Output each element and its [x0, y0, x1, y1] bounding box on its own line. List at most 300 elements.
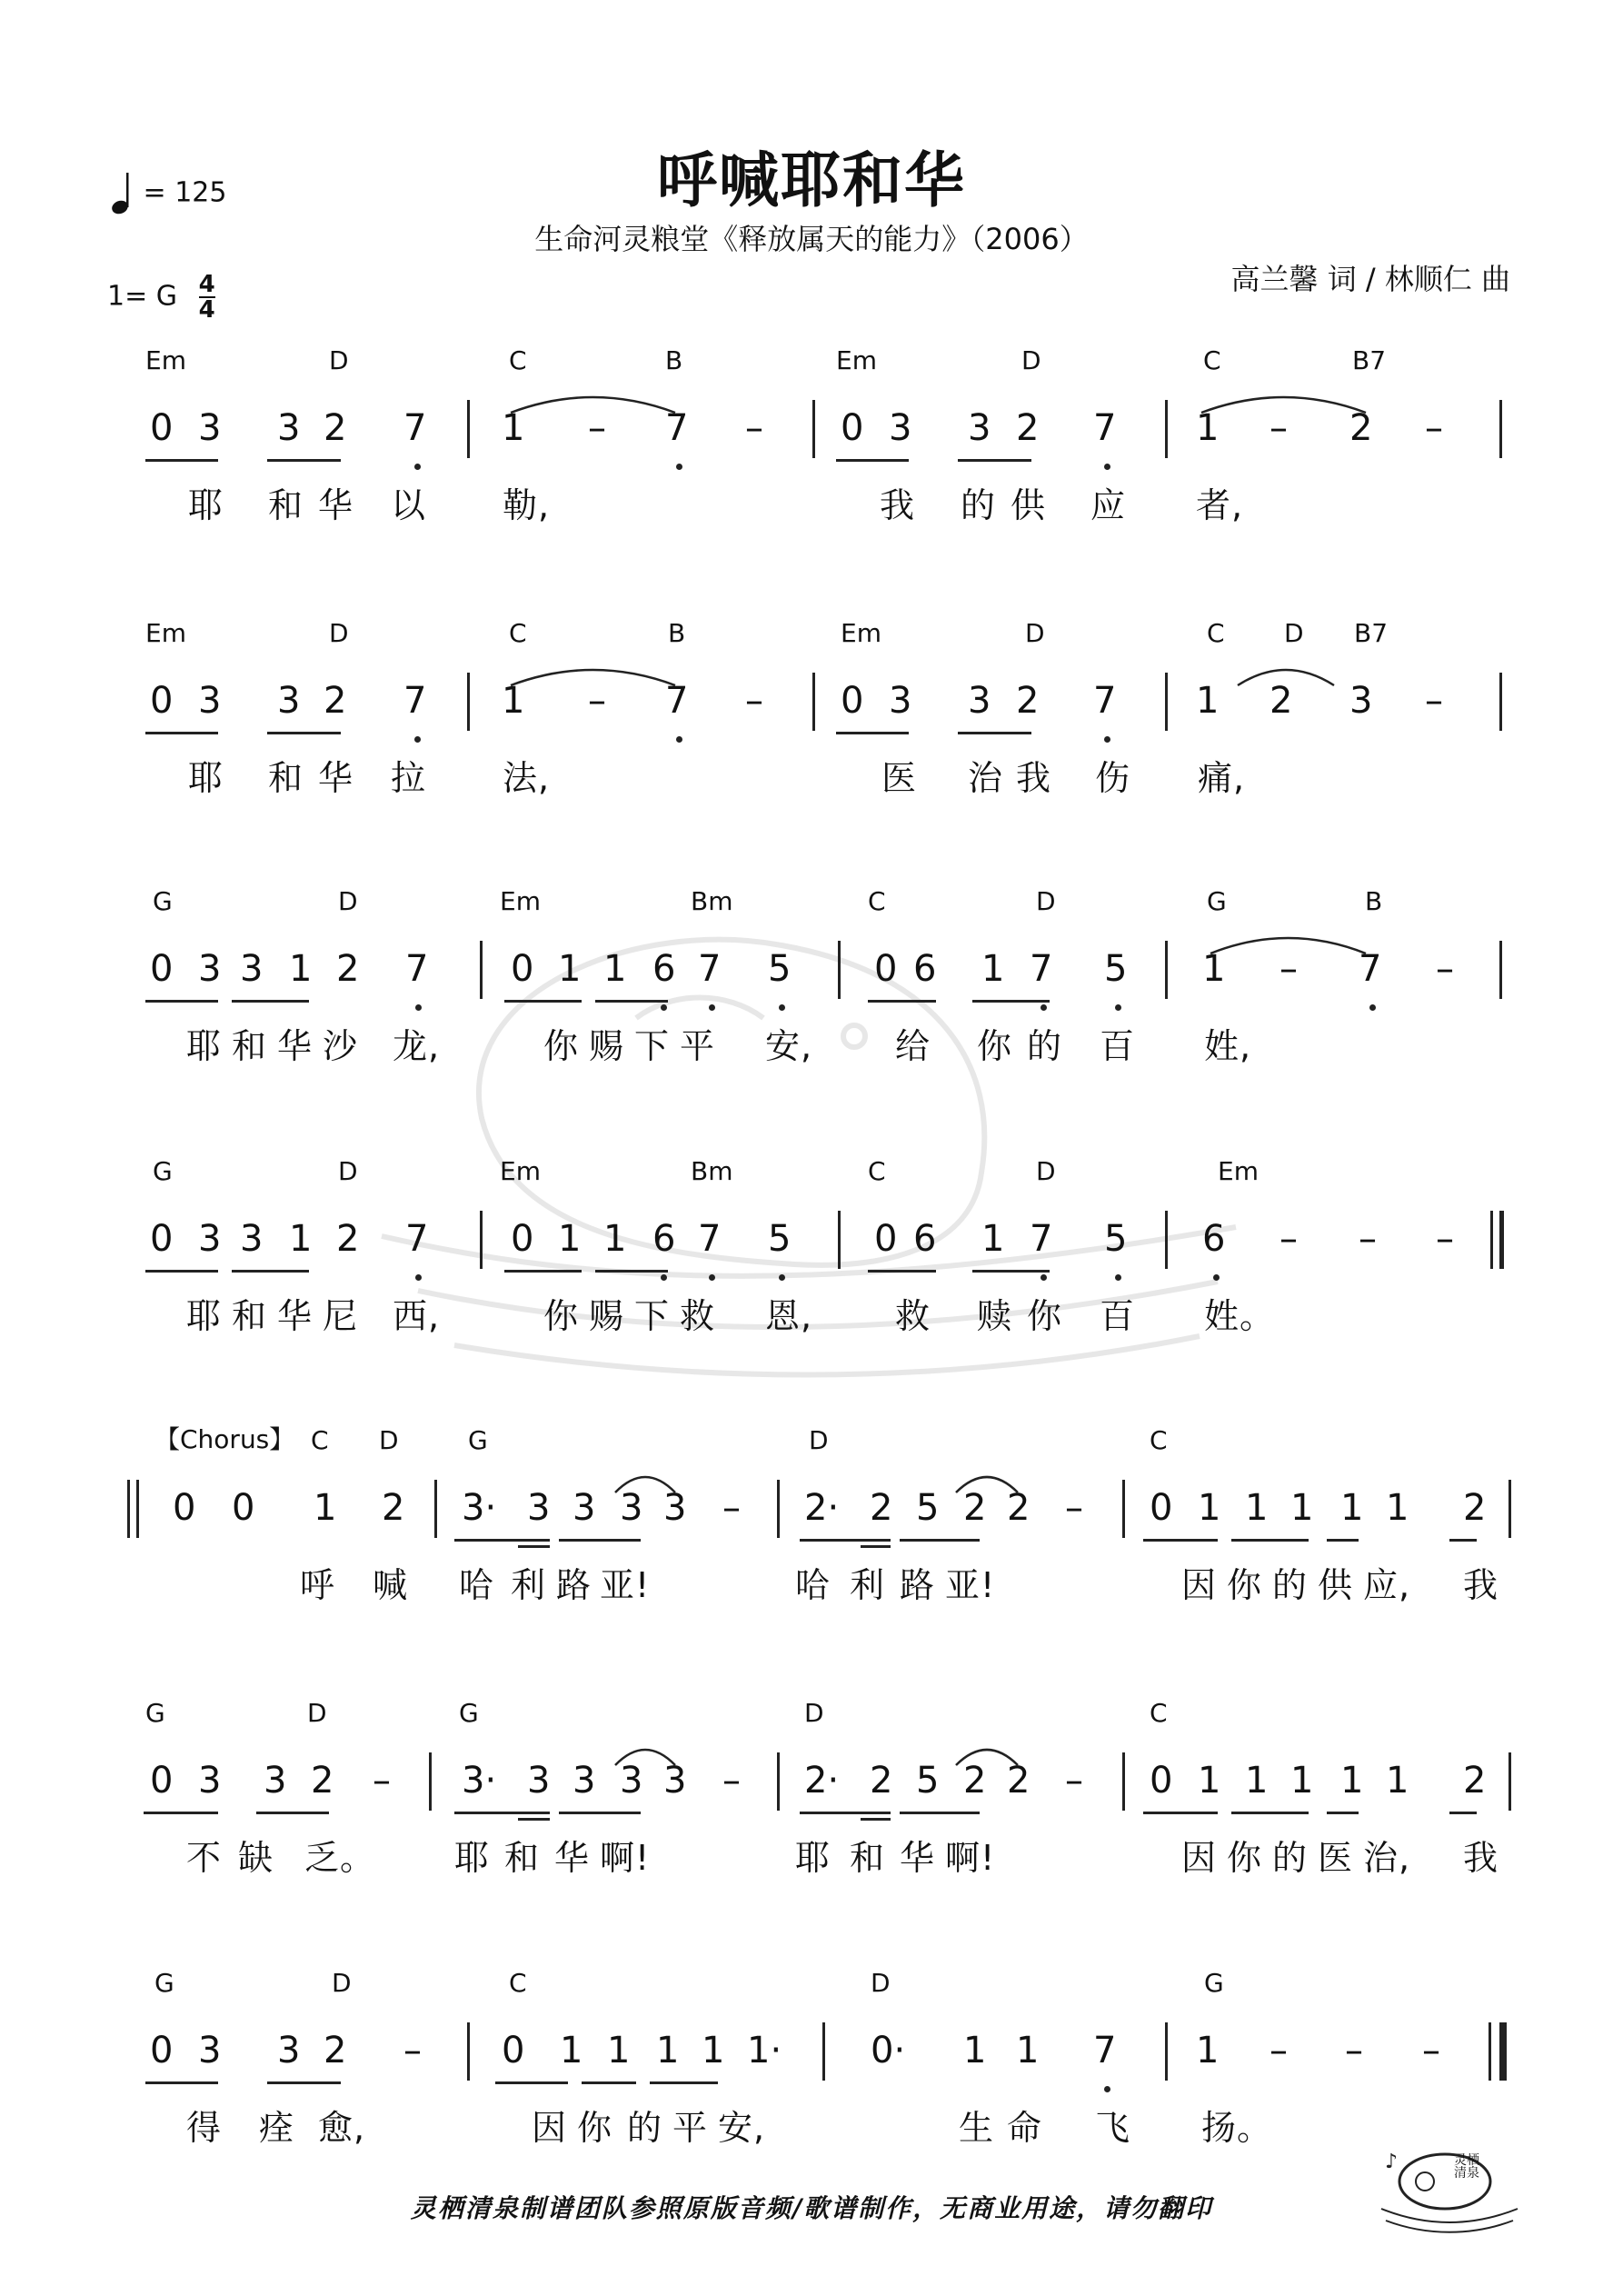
chord-symbol: Em: [1218, 1156, 1259, 1186]
lyric-syllable: 耶: [188, 758, 224, 798]
note: –: [1270, 407, 1288, 449]
beam-underline: [800, 1812, 891, 1814]
note: 5: [1104, 1218, 1128, 1260]
beam-underline: [145, 1270, 218, 1273]
chorus-label: 【Chorus】: [154, 1424, 295, 1454]
note: 0: [150, 407, 174, 449]
chord-symbol: Em: [145, 345, 186, 375]
beam-underline: [1143, 1812, 1218, 1814]
lyric-syllable: 路: [900, 1565, 936, 1605]
barline: [434, 1480, 437, 1538]
lyric-syllable: 我: [1016, 758, 1052, 798]
barline: [822, 2022, 825, 2081]
lyric-syllable: 的: [1027, 1026, 1063, 1066]
note: 1: [963, 2030, 987, 2071]
lyric-syllable: 救: [680, 1296, 716, 1336]
note: 1: [560, 2030, 583, 2071]
lyric-syllable: 西,: [393, 1296, 441, 1336]
octave-dot: [709, 1004, 715, 1011]
lyric-syllable: 安,: [718, 2108, 766, 2148]
note: 1: [289, 948, 313, 990]
octave-dot: [1115, 1004, 1121, 1011]
note: 3: [277, 2030, 301, 2071]
lyric-syllable: 百: [1100, 1026, 1136, 1066]
slur: [613, 1469, 677, 1496]
note: 0: [232, 1487, 255, 1529]
chord-symbol: G: [459, 1698, 479, 1728]
octave-dot: [779, 1004, 785, 1011]
lyric-syllable: 平: [680, 1026, 716, 1066]
note: 5: [916, 1760, 940, 1802]
chord-symbol: D: [1025, 618, 1045, 648]
chord-symbol: C: [509, 1968, 527, 1998]
octave-dot: [779, 1274, 785, 1281]
chord-symbol: G: [468, 1425, 488, 1455]
note: 1: [1290, 1487, 1314, 1529]
octave-dot: [676, 736, 682, 743]
lyric-syllable: 的: [961, 485, 997, 525]
note: 2: [336, 948, 360, 990]
lyric-syllable: 你: [1227, 1565, 1263, 1605]
lyric-syllable: 以: [391, 485, 427, 525]
lyric-syllable: 因: [532, 2108, 568, 2148]
note: 3: [573, 1760, 596, 1802]
barline: [1165, 400, 1168, 458]
note: 2: [311, 1760, 334, 1802]
barline: [467, 400, 470, 458]
note: 2·: [804, 1487, 840, 1529]
lyric-syllable: 耶: [186, 1026, 223, 1066]
chord-symbol: G: [1204, 1968, 1224, 1998]
note: 6: [1202, 1218, 1226, 1260]
note: 0: [150, 1760, 174, 1802]
note: 2: [382, 1487, 405, 1529]
song-source: 生命河灵粮堂《释放属天的能力》（2006）: [534, 222, 1089, 256]
note: 2: [324, 680, 347, 722]
lyric-syllable: 的: [1272, 1838, 1309, 1878]
note: 3: [198, 407, 222, 449]
note: 2: [1270, 680, 1293, 722]
slur: [613, 1742, 677, 1769]
lyric-syllable: 恩,: [765, 1296, 813, 1336]
key-label: 1= G: [107, 280, 178, 313]
note: 1: [502, 407, 525, 449]
chord-symbol: G: [153, 886, 173, 916]
beam-underline: [454, 1812, 550, 1814]
chord-symbol: Em: [841, 618, 881, 648]
lyric-syllable: 者,: [1196, 485, 1244, 525]
lyric-syllable: 呼: [300, 1565, 336, 1605]
slur: [1209, 930, 1368, 957]
lyric-syllable: 因: [1181, 1565, 1218, 1605]
note: 3: [264, 1760, 287, 1802]
chord-symbol: G: [154, 1968, 174, 1998]
note: 1: [981, 1218, 1005, 1260]
chord-symbol: B7: [1354, 618, 1389, 648]
chord-symbol: D: [379, 1425, 399, 1455]
lyric-syllable: 因: [1181, 1838, 1218, 1878]
note: 1: [1245, 1487, 1269, 1529]
lyric-syllable: 你: [1027, 1296, 1063, 1336]
lyric-syllable: 安,: [765, 1026, 813, 1066]
note: 1: [1198, 1487, 1221, 1529]
note: 3: [968, 407, 991, 449]
chord-symbol: C: [509, 345, 527, 375]
barline: [1508, 1752, 1511, 1811]
note: 7: [665, 680, 689, 722]
note: 0: [874, 1218, 898, 1260]
note: 1: [1196, 2030, 1220, 2071]
note: 6: [913, 1218, 937, 1260]
note: 1·: [747, 2030, 782, 2071]
lyric-syllable: 医: [1318, 1838, 1354, 1878]
lyric-syllable: 供: [1011, 485, 1047, 525]
note: –: [588, 407, 606, 449]
chord-symbol: D: [804, 1698, 824, 1728]
barline: [467, 2022, 470, 2081]
octave-dot: [709, 1274, 715, 1281]
double-barline: [136, 1480, 139, 1538]
note: 6: [652, 948, 676, 990]
note: 1: [607, 2030, 631, 2071]
note: 2: [324, 2030, 347, 2071]
note: 5: [916, 1487, 940, 1529]
beam-underline: [559, 1812, 641, 1814]
note: –: [745, 680, 763, 722]
note: 1: [603, 948, 627, 990]
lyric-syllable: 命: [1007, 2108, 1043, 2148]
slur: [509, 389, 677, 416]
barline: [1499, 400, 1502, 458]
lyric-syllable: 和: [232, 1296, 268, 1336]
song-title: 呼喊耶和华: [657, 145, 966, 215]
slur: [509, 662, 677, 689]
note: 2: [963, 1487, 987, 1529]
octave-dot: [1104, 736, 1110, 743]
note: 2·: [804, 1760, 840, 1802]
beam-underline: [595, 1270, 668, 1273]
lyric-syllable: 拉: [391, 758, 427, 798]
note: 3: [889, 407, 912, 449]
beam-underline: [1231, 1812, 1309, 1814]
note: 1: [1340, 1760, 1364, 1802]
barline: [1165, 673, 1168, 731]
final-barline: [1499, 2022, 1507, 2081]
note: 1: [314, 1487, 337, 1529]
barline: [1508, 1480, 1511, 1538]
chord-symbol: D: [338, 886, 358, 916]
lyric-syllable: 缺: [238, 1838, 274, 1878]
chord-symbol: G: [145, 1698, 165, 1728]
note: –: [373, 1760, 391, 1802]
beam-underline: [518, 1818, 550, 1821]
chord-symbol: D: [1021, 345, 1041, 375]
lyric-syllable: 飞: [1095, 2108, 1131, 2148]
barline: [429, 1752, 432, 1811]
lyric-syllable: 我: [1463, 1838, 1499, 1878]
note: –: [1065, 1760, 1083, 1802]
lyric-syllable: 你: [977, 1026, 1013, 1066]
note: 0: [511, 1218, 534, 1260]
beam-underline: [495, 2081, 568, 2084]
lyric-syllable: 得: [186, 2108, 223, 2148]
note: –: [1345, 2030, 1363, 2071]
lyric-syllable: 华: [277, 1296, 314, 1336]
lyric-syllable: 医: [881, 758, 918, 798]
beam-underline: [1143, 1539, 1218, 1542]
chord-symbol: D: [1036, 886, 1056, 916]
lyric-syllable: 利: [850, 1565, 886, 1605]
barline: [1165, 1211, 1168, 1269]
lyric-syllable: 哈: [795, 1565, 831, 1605]
note: 1: [558, 1218, 582, 1260]
octave-dot: [1115, 1274, 1121, 1281]
copyright-footer: 灵栖清泉制谱团队参照原版音频/歌谱制作，无商业用途，请勿翻印: [410, 2193, 1213, 2223]
barline: [812, 673, 815, 731]
note: 3: [198, 680, 222, 722]
lyric-syllable: 啊!: [945, 1838, 996, 1878]
beam-underline: [1449, 1812, 1477, 1814]
chord-symbol: D: [1284, 618, 1304, 648]
octave-dot: [414, 736, 421, 743]
note: 3: [663, 1487, 687, 1529]
note: 0: [150, 948, 174, 990]
lyric-syllable: 利: [511, 1565, 547, 1605]
note: 2: [1016, 407, 1040, 449]
note: 1: [1245, 1760, 1269, 1802]
note: 0: [1150, 1487, 1173, 1529]
note: 0·: [871, 2030, 906, 2071]
note: –: [1436, 948, 1454, 990]
note: 1: [1196, 407, 1220, 449]
beam-underline: [900, 1812, 980, 1814]
beam-underline: [559, 1539, 641, 1542]
beam-underline: [267, 459, 341, 462]
note: 1: [502, 680, 525, 722]
lyric-syllable: 你: [543, 1296, 580, 1336]
note: 3: [527, 1760, 551, 1802]
key-signature: [107, 273, 215, 322]
lyric-syllable: 我: [1463, 1565, 1499, 1605]
chord-symbol: D: [338, 1156, 358, 1186]
lyric-syllable: 应: [1090, 485, 1127, 525]
lyric-syllable: 和: [268, 758, 304, 798]
lyric-syllable: 你: [1227, 1838, 1263, 1878]
lyric-syllable: 你: [577, 2108, 613, 2148]
lyric-syllable: 华: [277, 1026, 314, 1066]
slur: [954, 1469, 1020, 1496]
lyric-syllable: 赐: [589, 1296, 625, 1336]
beam-underline: [145, 459, 218, 462]
chord-symbol: C: [868, 1156, 886, 1186]
note: 0: [150, 1218, 174, 1260]
beam-underline: [1449, 1539, 1477, 1542]
beam-underline: [232, 1270, 309, 1273]
barline: [1122, 1480, 1125, 1538]
note: 3: [198, 1218, 222, 1260]
note: 2: [1349, 407, 1373, 449]
octave-dot: [414, 464, 421, 470]
chord-symbol: B7: [1352, 345, 1387, 375]
note: –: [1270, 2030, 1288, 2071]
lyric-syllable: 耶: [188, 485, 224, 525]
chord-symbol: D: [329, 618, 349, 648]
lyric-syllable: 的: [1272, 1565, 1309, 1605]
chord-symbol: B: [668, 618, 686, 648]
note: 0: [511, 948, 534, 990]
lyric-syllable: 龙,: [393, 1026, 441, 1066]
note: 0: [173, 1487, 196, 1529]
lyric-syllable: 姓。: [1204, 1296, 1276, 1336]
lyric-syllable: 的: [627, 2108, 663, 2148]
note: 5: [1104, 948, 1128, 990]
chord-symbol: Bm: [691, 1156, 733, 1186]
note: –: [722, 1487, 741, 1529]
note: 7: [405, 948, 429, 990]
lyric-syllable: 生: [959, 2108, 995, 2148]
note: 3: [889, 680, 912, 722]
note: 6: [913, 948, 937, 990]
note: –: [722, 1760, 741, 1802]
lyric-syllable: 喊: [373, 1565, 409, 1605]
note: 2: [1007, 1487, 1031, 1529]
note: 2: [870, 1487, 893, 1529]
beam-underline: [145, 1000, 218, 1003]
note: –: [588, 680, 606, 722]
note: 1: [1386, 1760, 1409, 1802]
chord-symbol: D: [871, 1968, 891, 1998]
note: 1: [1290, 1760, 1314, 1802]
tempo-marking: [111, 171, 226, 216]
note: 7: [1030, 1218, 1053, 1260]
lyric-syllable: 耶: [795, 1838, 831, 1878]
note: –: [1359, 1218, 1377, 1260]
octave-dot: [1041, 1274, 1047, 1281]
beam-underline: [800, 1539, 891, 1542]
beam-underline: [518, 1545, 550, 1548]
time-sig-top: 4: [198, 271, 215, 298]
lyric-syllable: 你: [543, 1026, 580, 1066]
barline: [1499, 673, 1502, 731]
chord-symbol: C: [868, 886, 886, 916]
note: 0: [841, 680, 864, 722]
note: 3·: [462, 1487, 497, 1529]
note: 7: [1030, 948, 1053, 990]
lingqi-logo-icon: [1372, 2141, 1527, 2241]
lyric-syllable: 救: [895, 1296, 931, 1336]
lyric-syllable: 赎: [977, 1296, 1013, 1336]
beam-underline: [861, 1545, 891, 1548]
note: –: [1425, 407, 1443, 449]
lyric-syllable: 路: [556, 1565, 592, 1605]
logo-text: 灵栖清泉: [1454, 2153, 1479, 2181]
barline: [812, 400, 815, 458]
note: 3: [1349, 680, 1373, 722]
credits: 高兰馨 词 / 林顺仁 曲: [1230, 262, 1510, 296]
beam-underline: [145, 2081, 218, 2084]
beam-underline: [1327, 1539, 1359, 1542]
lyric-syllable: 和: [268, 485, 304, 525]
note: –: [745, 407, 763, 449]
beam-underline: [900, 1539, 980, 1542]
note: 3: [663, 1760, 687, 1802]
beam-underline: [1231, 1539, 1309, 1542]
beam-underline: [836, 459, 909, 462]
double-barline: [1490, 1211, 1493, 1269]
octave-dot: [1041, 1004, 1047, 1011]
octave-dot: [676, 464, 682, 470]
lyric-syllable: 华: [318, 758, 354, 798]
lyric-syllable: 扬。: [1201, 2108, 1273, 2148]
note: 7: [698, 1218, 722, 1260]
quarter-note-icon: [111, 171, 134, 216]
barline: [480, 941, 483, 999]
octave-dot: [661, 1004, 667, 1011]
barline: [1499, 941, 1502, 999]
note: 0: [150, 680, 174, 722]
note: 1: [603, 1218, 627, 1260]
lyric-syllable: 乏。: [304, 1838, 376, 1878]
octave-dot: [1213, 1274, 1220, 1281]
note: 0: [150, 2030, 174, 2071]
note: 2: [870, 1760, 893, 1802]
note: 1: [289, 1218, 313, 1260]
chord-symbol: D: [329, 345, 349, 375]
note: 3: [198, 948, 222, 990]
octave-dot: [1104, 2086, 1110, 2092]
note: 0: [1150, 1760, 1173, 1802]
note: 3: [240, 1218, 264, 1260]
chord-symbol: D: [1036, 1156, 1056, 1186]
lyric-syllable: 下: [634, 1026, 671, 1066]
lyric-syllable: 痊: [259, 2108, 295, 2148]
note: –: [1279, 948, 1298, 990]
note: 7: [405, 1218, 429, 1260]
beam-underline: [868, 1270, 936, 1273]
lyric-syllable: 姓,: [1204, 1026, 1252, 1066]
note: 3: [527, 1487, 551, 1529]
chord-symbol: D: [307, 1698, 327, 1728]
beam-underline: [595, 1000, 668, 1003]
lyric-syllable: 平: [672, 2108, 709, 2148]
lyric-syllable: 应,: [1363, 1565, 1411, 1605]
chord-symbol: G: [1207, 886, 1227, 916]
note: 5: [768, 1218, 792, 1260]
lyric-syllable: 法,: [503, 758, 551, 798]
lyric-syllable: 治,: [1363, 1838, 1411, 1878]
note: 1: [1198, 1760, 1221, 1802]
lyric-syllable: 供: [1318, 1565, 1354, 1605]
note: 1: [558, 948, 582, 990]
lyric-syllable: 治: [968, 758, 1004, 798]
note: 3: [198, 1760, 222, 1802]
lyric-syllable: 痛,: [1198, 758, 1246, 798]
lyric-syllable: 耶: [186, 1296, 223, 1336]
note: –: [1065, 1487, 1083, 1529]
beam-underline: [868, 1000, 936, 1003]
time-sig-bottom: 4: [198, 296, 215, 324]
note: 6: [652, 1218, 676, 1260]
octave-dot: [415, 1274, 422, 1281]
barline: [838, 941, 841, 999]
lyric-syllable: 亚!: [945, 1565, 996, 1605]
note: 3: [198, 2030, 222, 2071]
lyric-syllable: 和: [504, 1838, 541, 1878]
octave-dot: [1369, 1004, 1376, 1011]
beam-underline: [144, 1812, 218, 1814]
note: 3·: [462, 1760, 497, 1802]
lyric-syllable: 华: [554, 1838, 591, 1878]
